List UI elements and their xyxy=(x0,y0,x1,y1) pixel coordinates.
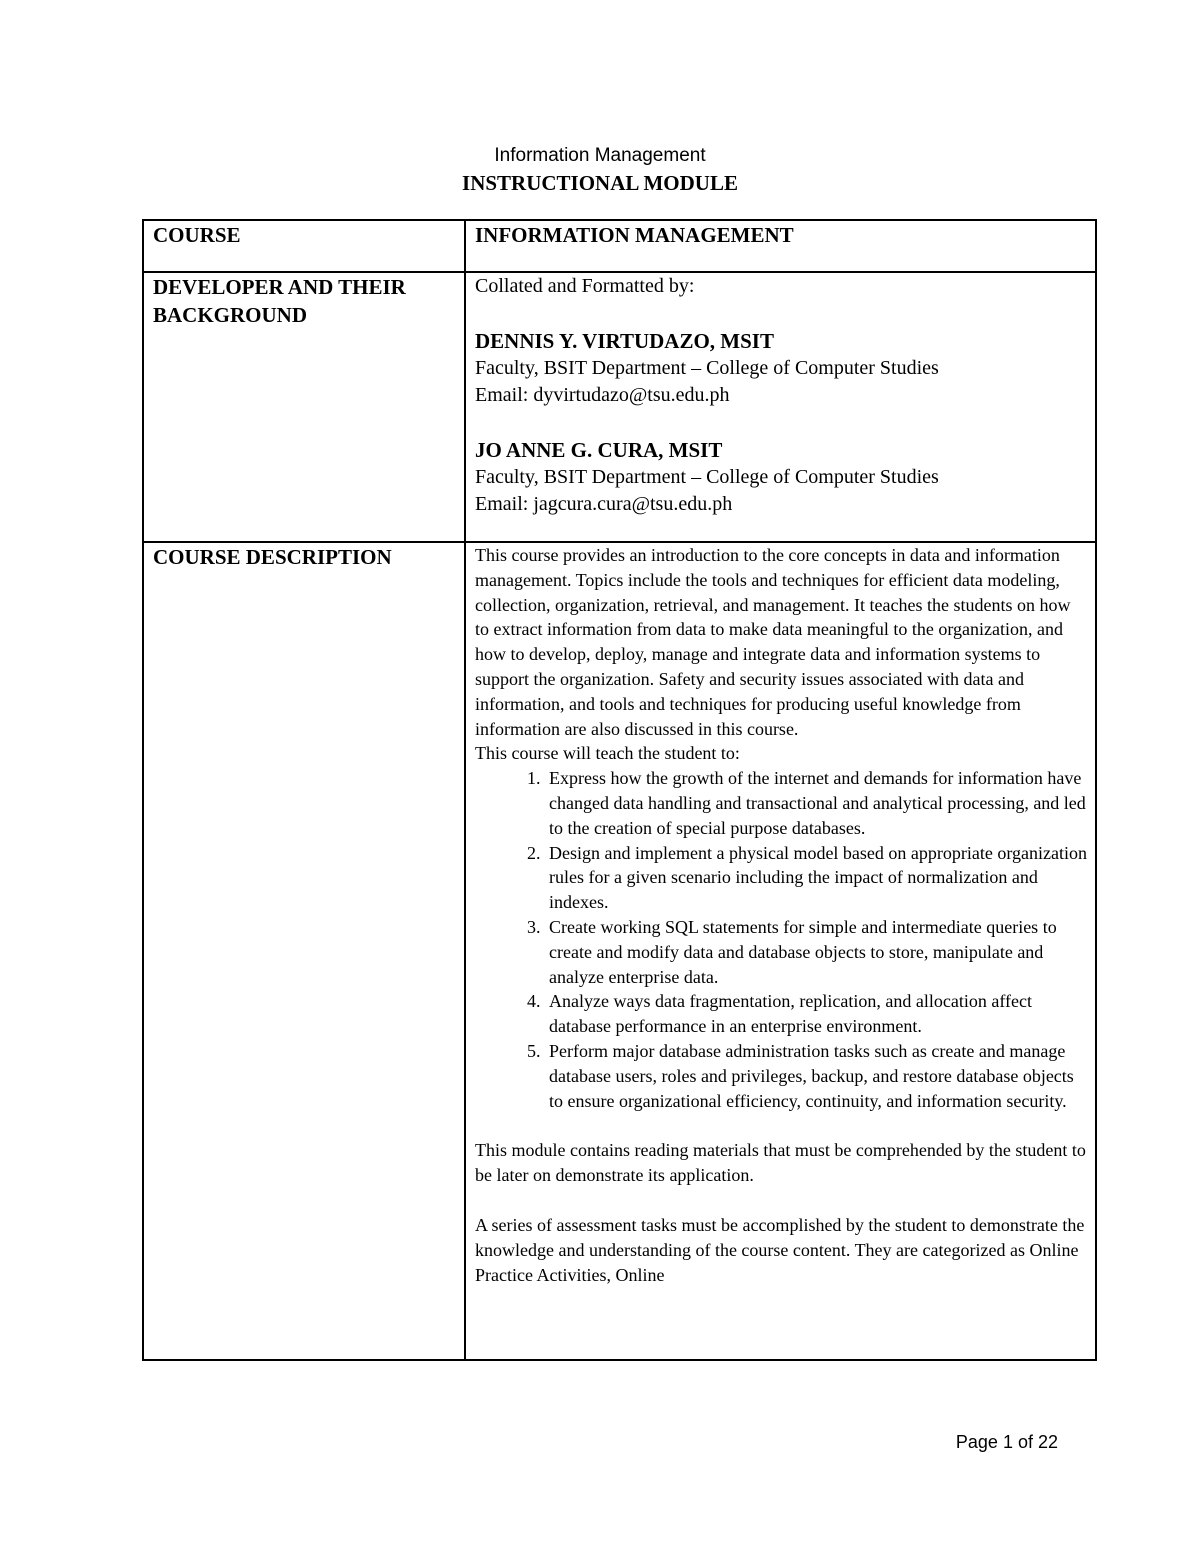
developer-label: DEVELOPER AND THEIR BACKGROUND xyxy=(143,272,465,542)
document-subtitle: Information Management xyxy=(494,145,706,166)
objectives-list xyxy=(475,766,1087,1113)
developer-intro: Collated and Formatted by: xyxy=(475,275,695,297)
objective-item: 3. Create working SQL statements for simple and intermediate queries to create and modify data and database objects to store, manipulate and analyze enterprise data. xyxy=(545,915,1087,989)
objectives-lead: This course will teach the student to: xyxy=(475,743,740,764)
description-label: COURSE DESCRIPTION xyxy=(143,542,465,1360)
document-header xyxy=(0,143,1200,197)
developer-name: JO ANNE G. CURA, MSIT xyxy=(475,438,723,462)
table-row-course xyxy=(143,220,1096,272)
table-row-description xyxy=(143,542,1096,1360)
developer-role: Faculty, BSIT Department – College of Computer Studies xyxy=(475,466,939,488)
module-info-table xyxy=(142,219,1097,1361)
document-title: INSTRUCTIONAL MODULE xyxy=(462,171,738,195)
description-value-cell xyxy=(465,542,1096,1360)
objective-item: 5. Perform major database administration tasks such as create and manage database users, roles and privileges, backup, and restore database objects to ensure organizational efficiency, continuity, and information security. xyxy=(545,1039,1087,1113)
table-row-developer xyxy=(143,272,1096,542)
course-value: INFORMATION MANAGEMENT xyxy=(475,223,794,247)
page-number: Page 1 of 22 xyxy=(955,1432,1058,1452)
developer-role: Faculty, BSIT Department – College of Computer Studies xyxy=(475,357,939,379)
description-intro: This course provides an introduction to the core concepts in data and information management. Topics include the tools and techniques for efficient data modeling, collection, organization, retrieval, and management. It teaches the students on how to extract information from data to make data meaningful to the organization, and how to develop, deploy, manage and integrate data and information systems to support the organization. Safety and security issues associated with data and information, and tools and techniques for producing useful knowledge from information are also discussed in this course. xyxy=(475,545,1071,739)
course-label: COURSE xyxy=(143,220,465,272)
developer-email: Email: jagcura.cura@tsu.edu.ph xyxy=(475,493,733,515)
module-contents-paragraph: This module contains reading materials that must be comprehended by the student to be later on demonstrate its application. xyxy=(475,1140,1086,1186)
assessment-paragraph: A series of assessment tasks must be accomplished by the student to demonstrate the knowledge and understanding of the course content. They are categorized as Online Practice Activities, Online xyxy=(475,1214,1085,1285)
course-value-cell xyxy=(465,220,1096,272)
developer-email: Email: dyvirtudazo@tsu.edu.ph xyxy=(475,384,730,406)
objective-item: 4. Analyze ways data fragmentation, replication, and allocation affect database performance in an enterprise environment. xyxy=(545,989,1087,1039)
developer-name: DENNIS Y. VIRTUDAZO, MSIT xyxy=(475,329,774,353)
objective-item: 2. Design and implement a physical model based on appropriate organization rules for a given scenario including the impact of normalization and indexes. xyxy=(545,841,1087,915)
objective-item: 1. Express how the growth of the internet and demands for information have changed data handling and transactional and analytical processing, and led to the creation of special purpose databases. xyxy=(545,766,1087,840)
developer-value-cell xyxy=(465,272,1096,542)
